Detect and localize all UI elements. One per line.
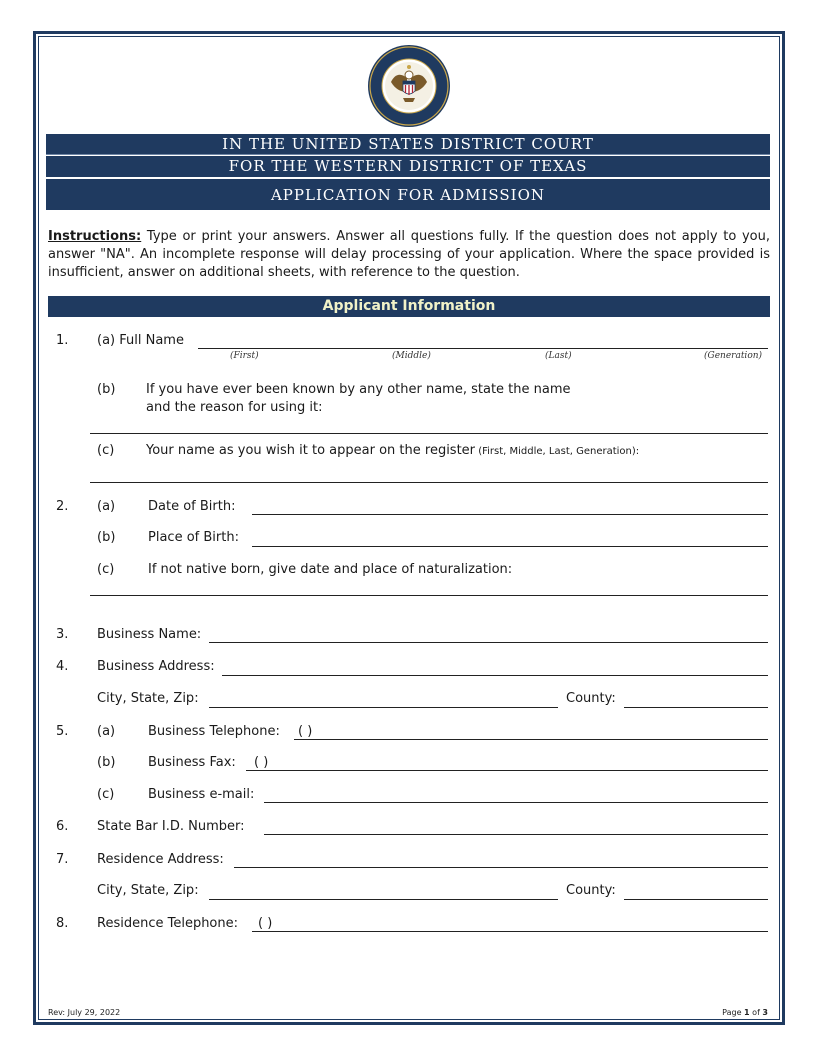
- naturalization-field[interactable]: [90, 595, 768, 596]
- form-title: APPLICATION FOR ADMISSION: [46, 179, 770, 210]
- full-name-field[interactable]: [198, 348, 768, 349]
- business-fax-field[interactable]: [246, 770, 768, 771]
- sub-last: (Last): [545, 351, 572, 361]
- register-name-field[interactable]: [90, 482, 768, 483]
- q2b-letter: (b): [97, 530, 116, 545]
- q5b-letter: (b): [97, 755, 116, 770]
- q5a-text: Business Telephone:: [148, 724, 280, 739]
- residence-city-field[interactable]: [209, 899, 558, 900]
- q1-number: 1.: [56, 333, 69, 348]
- q2c-text: If not native born, give date and place of naturalization:: [148, 562, 513, 577]
- q1c-text: [146, 443, 639, 460]
- q2a-text: Date of Birth:: [148, 499, 236, 514]
- business-name-field[interactable]: [209, 642, 768, 643]
- residence-county-field[interactable]: [624, 899, 768, 900]
- q1b-letter: (b): [97, 382, 116, 397]
- business-city-field[interactable]: [209, 707, 558, 708]
- sub-generation: (Generation): [704, 351, 763, 361]
- q6-text: State Bar I.D. Number:: [97, 819, 245, 834]
- instructions: [48, 228, 770, 282]
- q7-city-label: City, State, Zip:: [97, 883, 199, 898]
- date-of-birth-field[interactable]: [252, 514, 768, 515]
- q1b-text-line1: If you have ever been known by any other name, state the name: [146, 382, 571, 397]
- q8-number: 8.: [56, 916, 69, 931]
- other-name-field[interactable]: [90, 433, 768, 434]
- q1a-label: (a) Full Name: [97, 333, 184, 348]
- business-county-field[interactable]: [624, 707, 768, 708]
- q8-text: Residence Telephone:: [97, 916, 239, 931]
- court-name-line1: IN THE UNITED STATES DISTRICT COURT: [46, 134, 770, 155]
- q1c-main: Your name as you wish it to appear on the register: [146, 443, 476, 458]
- q2b-text: Place of Birth:: [148, 530, 239, 545]
- state-bar-id-field[interactable]: [264, 834, 768, 835]
- q4-number: 4.: [56, 659, 69, 674]
- q4-city-label: City, State, Zip:: [97, 691, 199, 706]
- q2-number: 2.: [56, 499, 69, 514]
- residence-telephone-field[interactable]: [252, 931, 768, 932]
- q1b-text-line2: and the reason for using it:: [146, 400, 323, 415]
- q5c-letter: (c): [97, 787, 115, 802]
- seal-caption: [0, 0, 1, 1]
- business-telephone-field[interactable]: [294, 739, 768, 740]
- q4-text: Business Address:: [97, 659, 215, 674]
- page-word: Page: [722, 1008, 745, 1017]
- q3-text: Business Name:: [97, 627, 202, 642]
- business-address-field[interactable]: [222, 675, 768, 676]
- instructions-label: Instructions:: [48, 229, 142, 244]
- q4-county-label: County:: [566, 691, 616, 706]
- instructions-text: Type or print your answers. Answer all questions fully. If the question does not apply to you, answer "NA". An incomplete response will delay processing of your application. Where the space provided is insufficient, answer on additional sheets, with reference to the question.: [48, 229, 770, 280]
- q5a-letter: (a): [97, 724, 116, 739]
- sub-first: (First): [230, 351, 259, 361]
- business-email-field[interactable]: [264, 802, 768, 803]
- q5c-text: Business e-mail:: [148, 787, 255, 802]
- sub-middle: (Middle): [392, 351, 431, 361]
- q7-number: 7.: [56, 852, 69, 867]
- q3-number: 3.: [56, 627, 69, 642]
- page-total: 3: [762, 1008, 768, 1017]
- place-of-birth-field[interactable]: [252, 546, 768, 547]
- q5a-area-code: ( ): [298, 724, 313, 739]
- q2c-letter: (c): [97, 562, 115, 577]
- court-seal-icon: [367, 44, 451, 128]
- page-number: [722, 1008, 768, 1017]
- court-name-line2: FOR THE WESTERN DISTRICT OF TEXAS: [46, 156, 770, 177]
- q7-county-label: County:: [566, 883, 616, 898]
- revision-date: Rev: July 29, 2022: [48, 1008, 121, 1017]
- q8-area-code: ( ): [258, 916, 273, 931]
- of-word: of: [749, 1008, 763, 1017]
- q1c-note: (First, Middle, Last, Generation):: [475, 446, 640, 457]
- q7-text: Residence Address:: [97, 852, 224, 867]
- q6-number: 6.: [56, 819, 69, 834]
- q2a-letter: (a): [97, 499, 116, 514]
- q5b-text: Business Fax:: [148, 755, 236, 770]
- q5b-area-code: ( ): [254, 755, 269, 770]
- q5-number: 5.: [56, 724, 69, 739]
- section-applicant-information: Applicant Information: [48, 296, 770, 317]
- q1c-letter: (c): [97, 443, 115, 458]
- residence-address-field[interactable]: [234, 867, 768, 868]
- page-current: 1: [744, 1008, 750, 1017]
